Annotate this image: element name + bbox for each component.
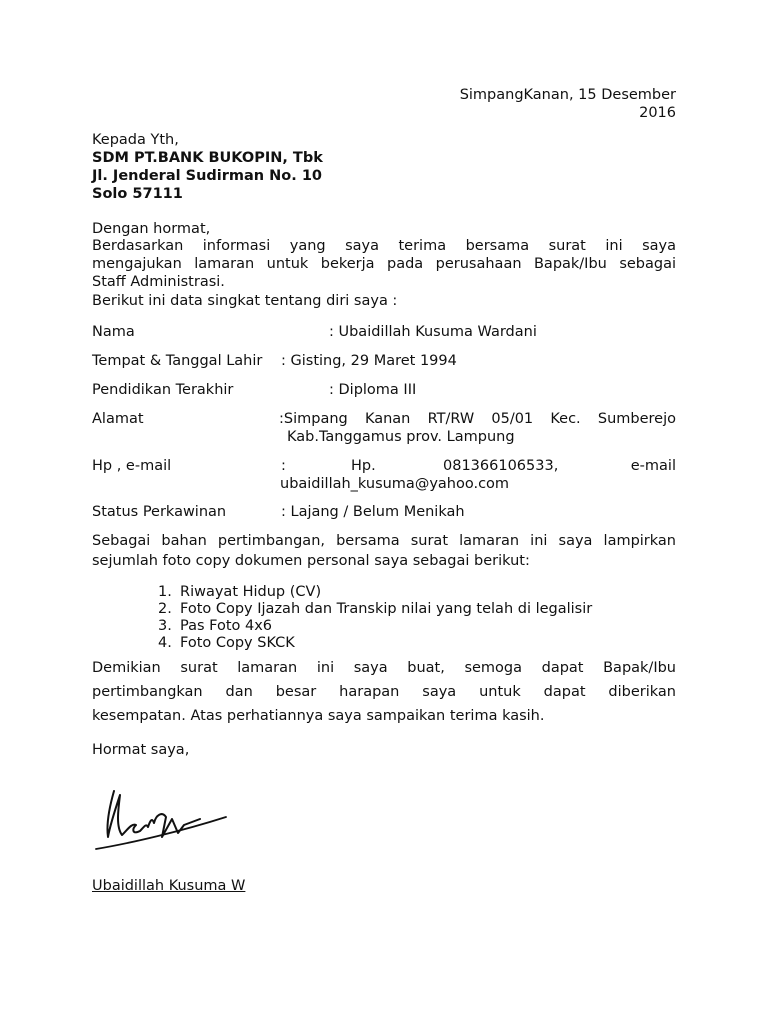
nama-label: Nama xyxy=(92,324,135,340)
recipient-street: Jl. Jenderal Sudirman No. 10 xyxy=(92,168,323,184)
attachments-line: Sebagai bahan pertimbangan, bersama surat lamaran ini saya lampirkan xyxy=(92,533,676,549)
list-number: 4. xyxy=(158,635,172,651)
date-line-2: 2016 xyxy=(639,105,676,121)
email-label: e-mail xyxy=(630,458,676,474)
alamat-value-2: Kab.Tanggamus prov. Lampung xyxy=(287,429,515,445)
recipient-greeting: Kepada Yth, xyxy=(92,132,179,148)
closing-line: kesempatan. Atas perhatiannya saya sampaikan terima kasih. xyxy=(92,708,545,724)
status-value: : Lajang / Belum Menikah xyxy=(281,504,465,520)
status-label: Status Perkawinan xyxy=(92,504,227,520)
hp-value: 081366106533, xyxy=(443,458,559,474)
list-item: Foto Copy Ijazah dan Transkip nilai yang telah di legalisir xyxy=(180,601,593,617)
list-item: Foto Copy SKCK xyxy=(180,635,295,651)
date-line-1: SimpangKanan, 15 Desember xyxy=(459,87,676,103)
signature xyxy=(92,785,232,855)
salutation: Dengan hormat, xyxy=(92,221,211,237)
list-number: 3. xyxy=(158,618,172,634)
opening-line: mengajukan lamaran untuk bekerja pada perusahaan Bapak/Ibu sebagai xyxy=(92,256,676,272)
list-item: Riwayat Hidup (CV) xyxy=(180,584,322,600)
kontak-label: Hp , e-mail xyxy=(92,458,172,474)
opening-line: Staff Administrasi. xyxy=(92,274,225,290)
hp-label: Hp. xyxy=(351,458,376,474)
attachments-line: sejumlah foto copy dokumen personal saya sebagai berikut: xyxy=(92,553,530,569)
nama-value: : Ubaidillah Kusuma Wardani xyxy=(329,324,537,340)
alamat-label: Alamat xyxy=(92,411,144,427)
signer-name: Ubaidillah Kusuma W xyxy=(92,878,246,894)
list-number: 1. xyxy=(158,584,172,600)
regards: Hormat saya, xyxy=(92,742,190,758)
closing-line: Demikian surat lamaran ini saya buat, semoga dapat Bapak/Ibu xyxy=(92,660,676,676)
ttl-label: Tempat & Tanggal Lahir xyxy=(92,353,263,369)
recipient-city: Solo 57111 xyxy=(92,186,183,202)
list-number: 2. xyxy=(158,601,172,617)
email-value: ubaidillah_kusuma@yahoo.com xyxy=(280,476,510,492)
ttl-value: : Gisting, 29 Maret 1994 xyxy=(281,353,457,369)
closing-line: pertimbangkan dan besar harapan saya untuk dapat diberikan xyxy=(92,684,676,700)
recipient-name: SDM PT.BANK BUKOPIN, Tbk xyxy=(92,150,323,166)
kontak-colon: : xyxy=(281,458,286,474)
pendidikan-value: : Diploma III xyxy=(329,382,417,398)
pendidikan-label: Pendidikan Terakhir xyxy=(92,382,234,398)
list-item: Pas Foto 4x6 xyxy=(180,618,273,634)
opening-line: Berdasarkan informasi yang saya terima bersama surat ini saya xyxy=(92,238,676,254)
opening-intro: Berikut ini data singkat tentang diri saya : xyxy=(92,293,398,309)
alamat-value-1: :Simpang Kanan RT/RW 05/01 Kec. Sumberejo xyxy=(279,411,676,427)
